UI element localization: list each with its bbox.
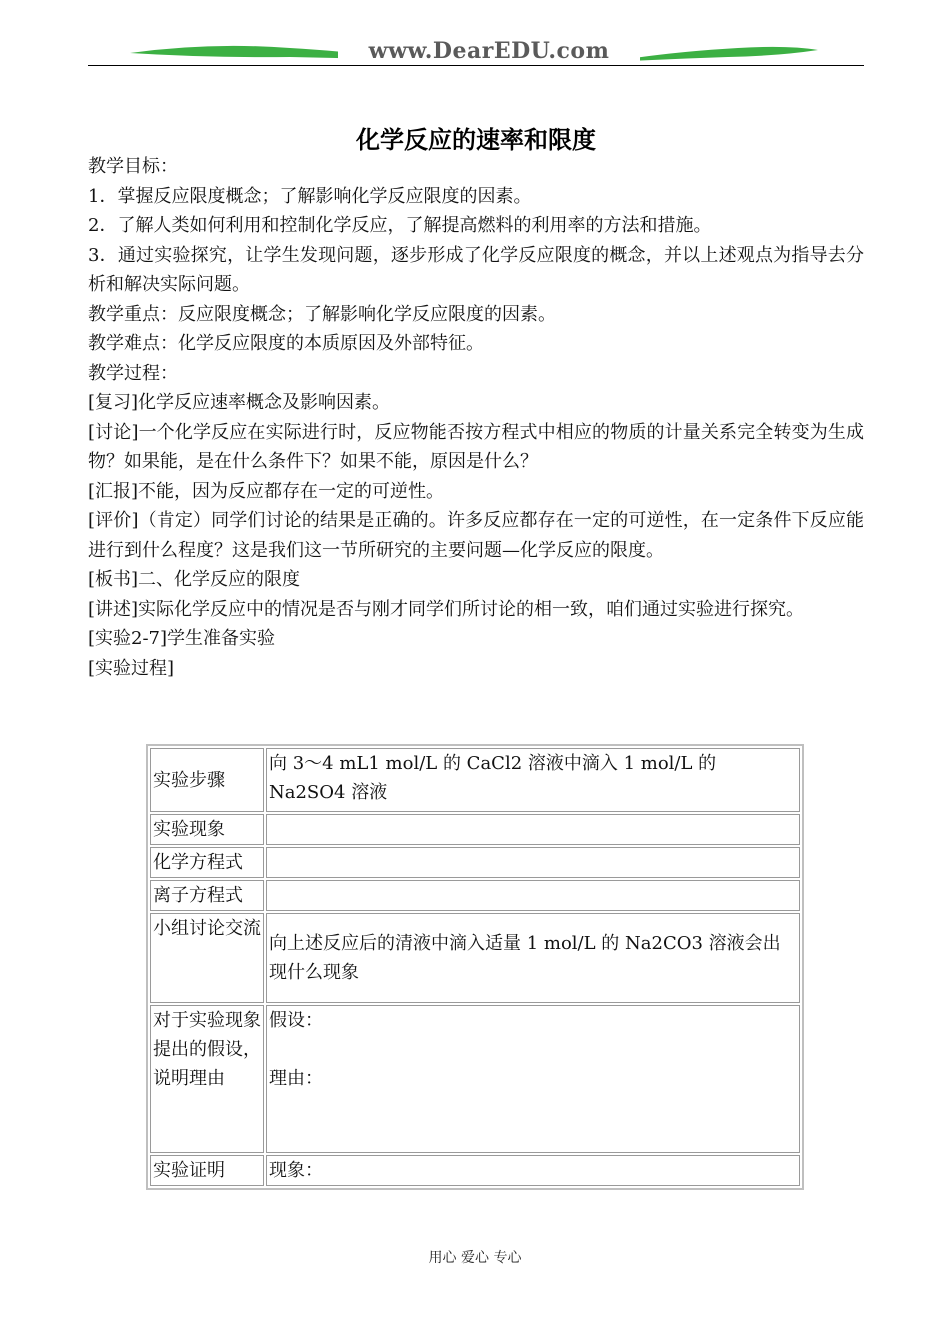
experiment-table	[146, 744, 804, 1190]
table-cell-content	[266, 1005, 800, 1153]
table-row	[150, 847, 800, 878]
page-header	[88, 36, 864, 72]
table-row	[150, 913, 800, 1003]
table-row	[150, 814, 800, 845]
table-cell-content: 向 3～4 mL1 mol/L 的 CaCl2 溶液中滴入 1 mol/L 的 Na2SO4 溶液	[266, 748, 800, 812]
table-row	[150, 748, 800, 812]
paragraph-evaluation: [评价]（肯定）同学们讨论的结果是正确的。许多反应都存在一定的可逆性，在一定条件下反应能进行到什么程度？这是我们这一节所研究的主要问题—化学反应的限度。	[88, 510, 864, 561]
hypothesis-label: 假设：	[269, 1010, 323, 1031]
lesson-body	[88, 152, 864, 683]
paragraph-lecture: [讲述]实际化学反应中的情况是否与刚才同学们所讨论的相一致，咱们通过实验进行探究。	[88, 598, 805, 620]
document-title: 化学反应的速率和限度	[356, 126, 596, 154]
header-rule	[88, 65, 864, 66]
table-cell-label: 实验证明	[150, 1155, 264, 1186]
paragraph-process-heading: 教学过程：	[88, 362, 178, 384]
table-cell-content	[266, 847, 800, 878]
paragraph-experiment: [实验2-7]学生准备实验	[88, 628, 276, 649]
paragraph-objectives-heading: 教学目标：	[88, 156, 178, 177]
table-cell-label: 化学方程式	[150, 847, 264, 878]
page-footer: 用心 爱心 专心	[428, 1250, 522, 1266]
table-cell-content: 现象：	[266, 1155, 800, 1186]
table-row	[150, 1005, 800, 1153]
paragraph-discussion: [讨论]一个化学反应在实际进行时，反应物能否按方程式中相应的物质的计量关系完全转变为生成物？如果能，是在什么条件下？如果不能，原因是什么？	[88, 421, 864, 472]
table-cell-label: 小组讨论交流	[150, 913, 264, 1003]
table-cell-label: 实验现象	[150, 814, 264, 845]
paragraph-objective-2: 2．了解人类如何利用和控制化学反应，了解提高燃料的利用率的方法和措施。	[88, 215, 712, 236]
paragraph-report: [汇报]不能，因为反应都存在一定的可逆性。	[88, 480, 445, 502]
table-cell-content	[266, 814, 800, 845]
table-cell-content: 向上述反应后的清液中滴入适量 1 mol/L 的 Na2CO3 溶液会出现什么现象	[266, 913, 800, 1003]
table-cell-label: 实验步骤	[150, 748, 264, 812]
paragraph-experiment-process: [实验过程]	[88, 657, 175, 679]
paragraph-key-point: 教学重点：反应限度概念；了解影响化学反应限度的因素。	[88, 303, 556, 325]
table-cell-label: 离子方程式	[150, 880, 264, 911]
table-row	[150, 880, 800, 911]
table-cell-content	[266, 880, 800, 911]
table-cell-label: 对于实验现象提出的假设，说明理由	[150, 1005, 264, 1153]
paragraph-objective-1: 1．掌握反应限度概念；了解影响化学反应限度的因素。	[88, 185, 532, 207]
reason-label: 理由：	[269, 1068, 323, 1089]
paragraph-review: [复习]化学反应速率概念及影响因素。	[88, 392, 391, 413]
brand-logo-text: www.DearEDU.com	[338, 38, 640, 64]
paragraph-board: [板书]二、化学反应的限度	[88, 569, 301, 590]
paragraph-objective-3: 3．通过实验探究，让学生发现问题，逐步形成了化学反应限度的概念，并以上述观点为指导去分析和解决实际问题。	[88, 244, 864, 295]
paragraph-difficulty: 教学难点：化学反应限度的本质原因及外部特征。	[88, 333, 484, 354]
table-row	[150, 1155, 800, 1186]
